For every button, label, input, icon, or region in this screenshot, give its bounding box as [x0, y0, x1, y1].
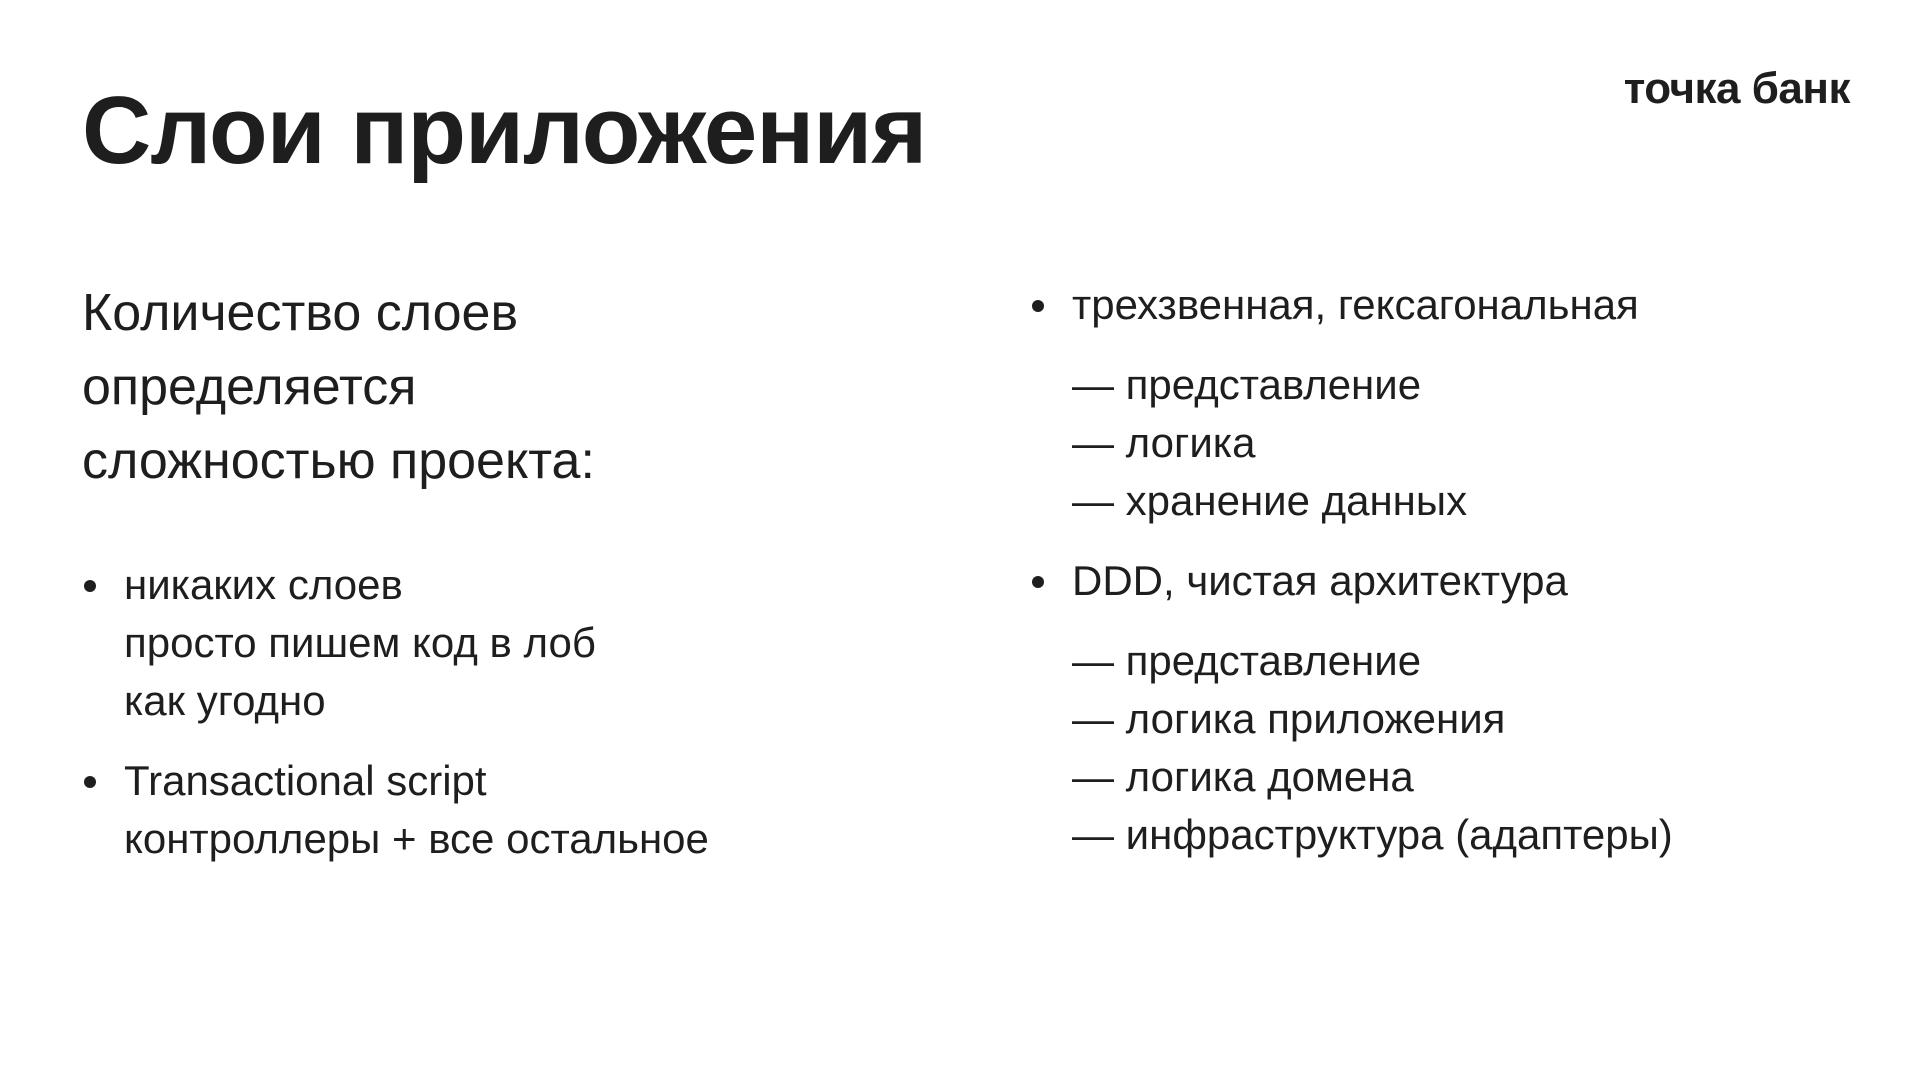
bullet-heading: трехзвенная, гексагональная	[1072, 281, 1639, 328]
sub-list-item: — логика приложения	[1072, 695, 1506, 742]
sub-list-item: — инфраструктура (адаптеры)	[1072, 811, 1673, 858]
bullet-line: Transactional script	[124, 757, 487, 804]
sub-list	[1072, 632, 1890, 864]
bullet-dot-icon	[84, 580, 96, 592]
bullet-line: контроллеры + все остальное	[124, 815, 709, 862]
bullet-item-no-layers	[82, 556, 942, 730]
sub-list	[1072, 356, 1890, 530]
intro-line: Количество слоев	[82, 284, 519, 342]
bullet-heading: DDD, чистая архитектура	[1072, 557, 1568, 604]
sub-list-item: — логика домена	[1072, 753, 1414, 800]
left-bullet-list	[82, 556, 942, 890]
bullet-item-ddd	[1030, 552, 1890, 864]
bullet-dot-icon	[84, 776, 96, 788]
slide-title: Слои приложения	[82, 77, 927, 184]
intro-line: определяется	[82, 358, 417, 416]
sub-list-item: — представление	[1072, 637, 1422, 684]
bullet-line: как угодно	[124, 677, 326, 724]
bullet-item-three-tier	[1030, 276, 1890, 530]
brand-logo: точка банк	[1623, 64, 1850, 113]
bullet-dot-icon	[1032, 300, 1044, 312]
sub-list-item: — хранение данных	[1072, 477, 1468, 524]
sub-list-item: — логика	[1072, 419, 1256, 466]
right-bullet-list	[1030, 276, 1890, 886]
bullet-line: просто пишем код в лоб	[124, 619, 596, 666]
bullet-line: никаких слоев	[124, 561, 403, 608]
intro-line: сложностью проекта:	[82, 432, 595, 490]
bullet-item-transactional-script	[82, 752, 942, 868]
sub-list-item: — представление	[1072, 361, 1422, 408]
bullet-dot-icon	[1032, 576, 1044, 588]
intro-text	[82, 276, 782, 498]
